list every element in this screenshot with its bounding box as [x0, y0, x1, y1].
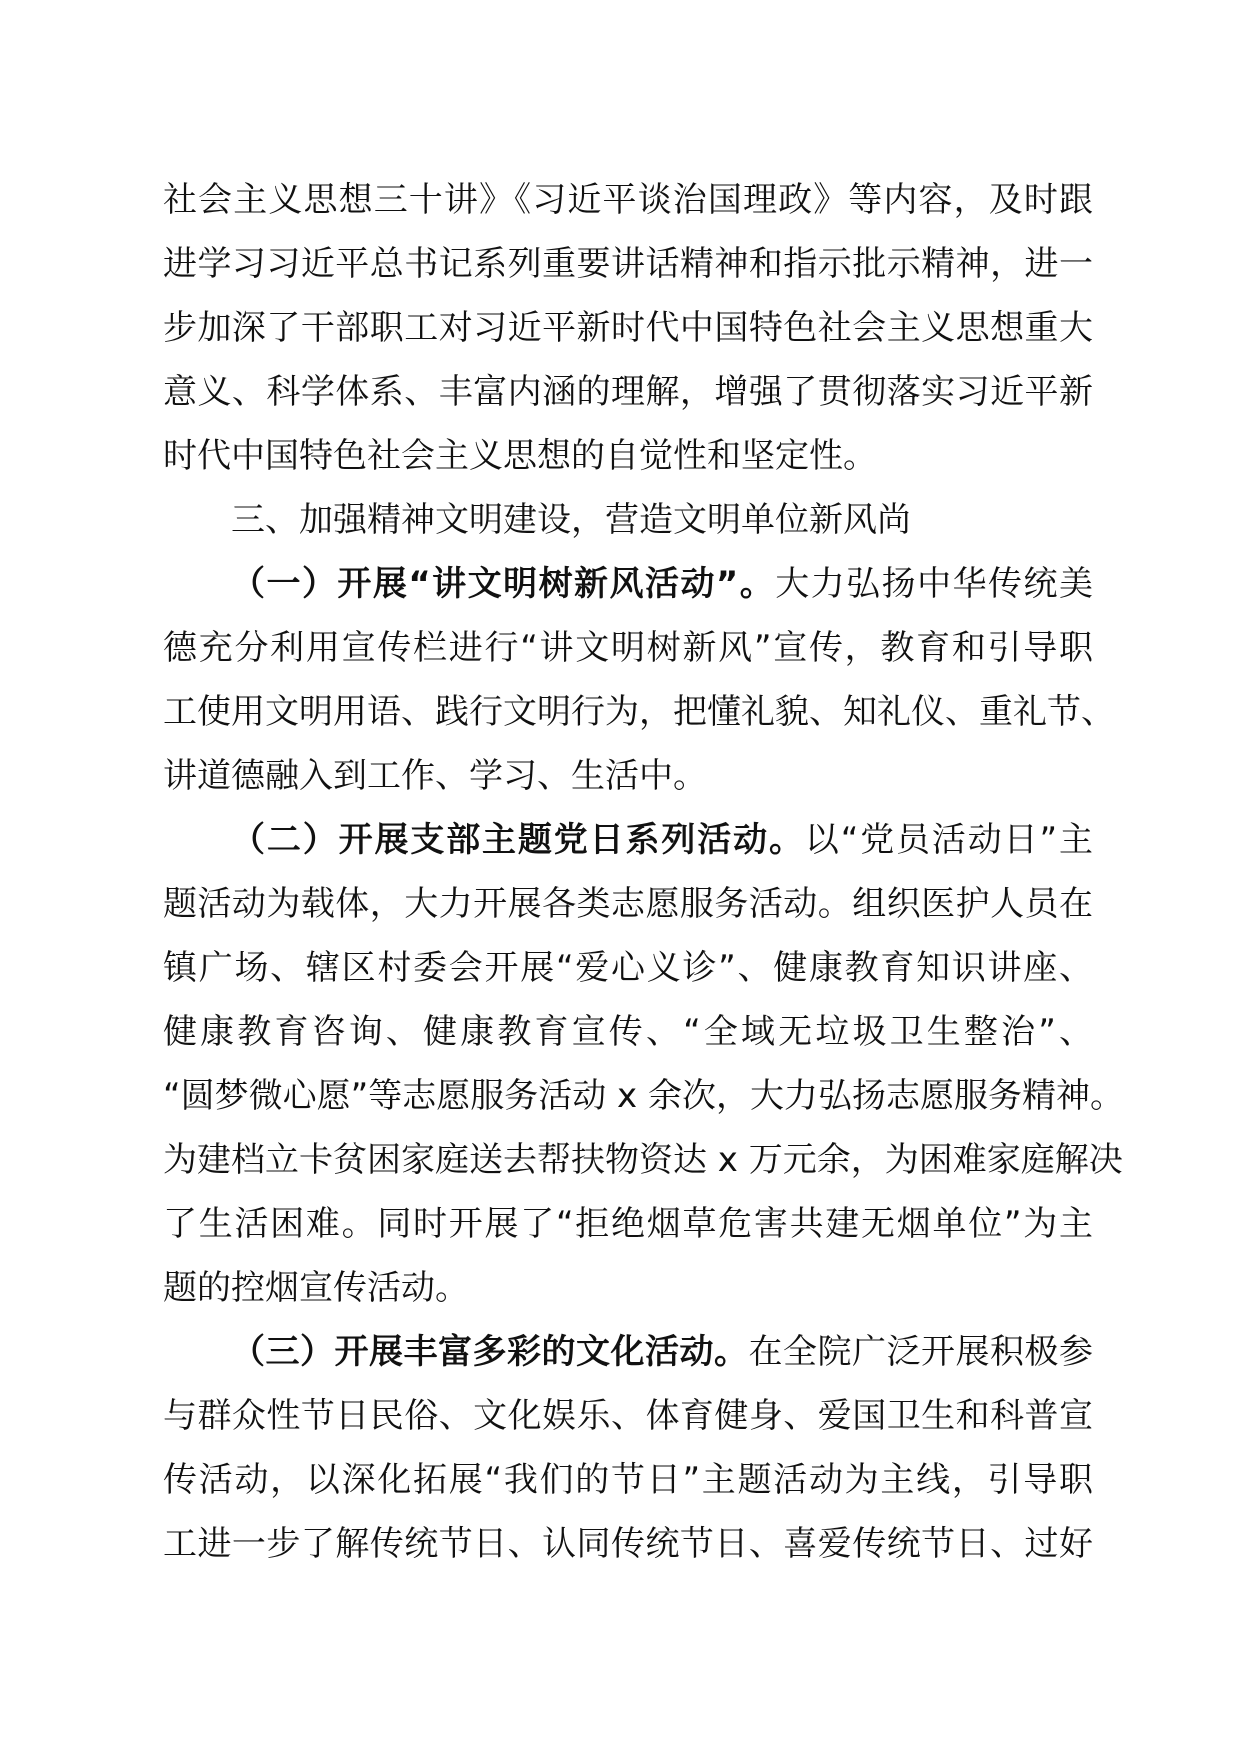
subsection-2-line: 题的控烟宣传活动。	[163, 1268, 469, 1308]
intro-line: 社会主义思想三十讲》《习近平谈治国理政》等内容，及时跟	[163, 180, 1093, 220]
subsection-1-line: 讲道德融入到工作、学习、生活中。	[163, 756, 707, 796]
subsection-2-line: 健康教育咨询、健康教育宣传、“全域无垃圾卫生整治”、	[163, 1012, 1093, 1052]
intro-line: 进学习习近平总书记系列重要讲话精神和指示批示精神，进一	[163, 244, 1093, 284]
section-heading: 三、加强精神文明建设，营造文明单位新风尚	[231, 500, 911, 540]
subsection-1-first-line-text: 大力弘扬中华传统美	[775, 564, 1093, 604]
subsection-3-paragraph	[163, 1320, 1093, 1576]
subsection-2-line: 了生活困难。同时开展了“拒绝烟草危害共建无烟单位”为主	[163, 1204, 1093, 1244]
subsection-2-first-line-text: 以“党员活动日”主	[804, 820, 1093, 860]
subsection-3-line: 与群众性节日民俗、文化娱乐、体育健身、爱国卫生和科普宣	[163, 1396, 1093, 1436]
subsection-3-heading: （三）开展丰富多彩的文化活动。	[231, 1332, 749, 1372]
intro-paragraph	[163, 168, 1093, 488]
intro-line: 意义、科学体系、丰富内涵的理解，增强了贯彻落实习近平新	[163, 372, 1093, 412]
subsection-2-line: 镇广场、辖区村委会开展“爱心义诊”、健康教育知识讲座、	[163, 948, 1093, 988]
subsection-2-line: 题活动为载体，大力开展各类志愿服务活动。组织医护人员在	[163, 884, 1093, 924]
subsection-2-line: 为建档立卡贫困家庭送去帮扶物资达 x 万元余，为困难家庭解决	[163, 1140, 1123, 1180]
section-heading-paragraph	[163, 488, 1093, 552]
subsection-1-paragraph	[163, 552, 1115, 808]
subsection-1-line: 德充分利用宣传栏进行“讲文明树新风”宣传，教育和引导职	[163, 628, 1093, 668]
subsection-1-line: 工使用文明用语、践行文明行为，把懂礼貌、知礼仪、重礼节、	[163, 692, 1115, 732]
subsection-2-first-line	[163, 808, 1093, 872]
subsection-2-paragraph	[163, 808, 1124, 1320]
subsection-2-heading: （二）开展支部主题党日系列活动。	[231, 820, 805, 860]
document-body	[163, 168, 1124, 1576]
subsection-2-line: “圆梦微心愿”等志愿服务活动 x 余次，大力弘扬志愿服务精神。	[163, 1076, 1124, 1116]
subsection-3-line: 工进一步了解传统节日、认同传统节日、喜爱传统节日、过好	[163, 1524, 1093, 1564]
subsection-3-line: 传活动，以深化拓展“我们的节日”主题活动为主线，引导职	[163, 1460, 1093, 1500]
subsection-1-first-line	[163, 552, 1093, 616]
subsection-3-first-line-text: 在全院广泛开展积极参	[748, 1332, 1093, 1372]
intro-line: 时代中国特色社会主义思想的自觉性和坚定性。	[163, 436, 877, 476]
subsection-1-heading: （一）开展“讲文明树新风活动”。	[231, 564, 776, 604]
subsection-3-first-line	[163, 1320, 1093, 1384]
intro-line: 步加深了干部职工对习近平新时代中国特色社会主义思想重大	[163, 308, 1093, 348]
